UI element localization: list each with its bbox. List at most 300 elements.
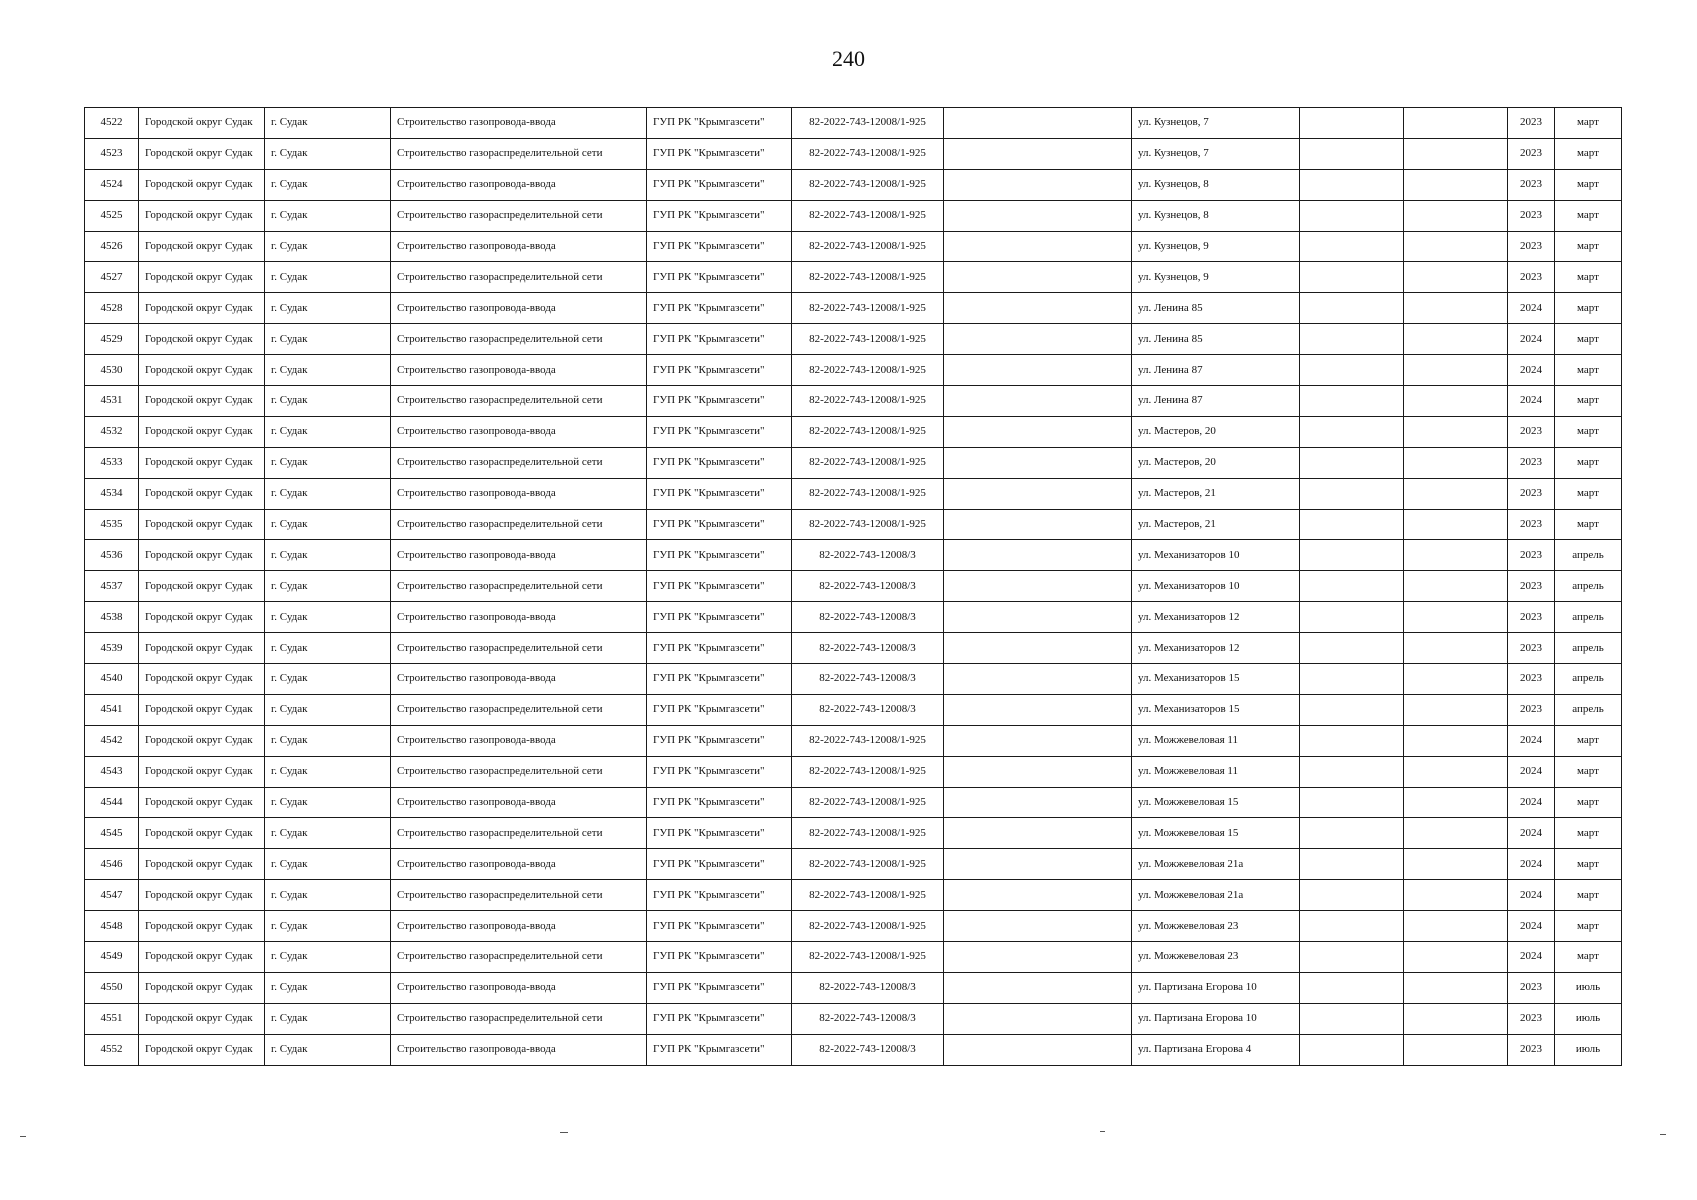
program-code-cell: 82-2022-743-12008/1-925 [792,324,944,355]
year-cell: 2023 [1508,169,1555,200]
empty-cell [944,756,1132,787]
table-row [85,756,1622,787]
empty-cell [1404,293,1508,324]
month-cell: июль [1555,972,1622,1003]
program-code-cell: 82-2022-743-12008/1-925 [792,231,944,262]
empty-cell [944,231,1132,262]
empty-cell [1300,324,1404,355]
scan-artifact [1660,1134,1666,1135]
row-number-cell: 4535 [85,509,139,540]
city-cell: г. Судак [265,911,391,942]
empty-cell [1300,756,1404,787]
empty-cell [944,1034,1132,1065]
table-row [85,571,1622,602]
table-row [85,169,1622,200]
district-cell: Городской округ Судак [139,664,265,695]
year-cell: 2023 [1508,416,1555,447]
year-cell: 2023 [1508,633,1555,664]
empty-cell [944,324,1132,355]
month-cell: апрель [1555,602,1622,633]
empty-cell [944,416,1132,447]
work-type-cell: Строительство газопровода-ввода [391,478,647,509]
district-cell: Городской округ Судак [139,231,265,262]
organization-cell: ГУП РК "Крымгазсети" [647,725,792,756]
table-row [85,416,1622,447]
city-cell: г. Судак [265,355,391,386]
work-type-cell: Строительство газораспределительной сети [391,756,647,787]
city-cell: г. Судак [265,447,391,478]
city-cell: г. Судак [265,972,391,1003]
work-type-cell: Строительство газораспределительной сети [391,324,647,355]
empty-cell [1300,664,1404,695]
table-row [85,540,1622,571]
city-cell: г. Судак [265,756,391,787]
empty-cell [1404,849,1508,880]
city-cell: г. Судак [265,231,391,262]
address-cell: ул. Кузнецов, 9 [1132,231,1300,262]
program-code-cell: 82-2022-743-12008/1-925 [792,509,944,540]
table-row [85,138,1622,169]
empty-cell [1404,1034,1508,1065]
row-number-cell: 4540 [85,664,139,695]
empty-cell [1300,694,1404,725]
program-code-cell: 82-2022-743-12008/1-925 [792,756,944,787]
table-row [85,200,1622,231]
work-type-cell: Строительство газораспределительной сети [391,818,647,849]
empty-cell [1300,169,1404,200]
address-cell: ул. Кузнецов, 7 [1132,108,1300,139]
district-cell: Городской округ Судак [139,602,265,633]
address-cell: ул. Мастеров, 21 [1132,509,1300,540]
table-row [85,818,1622,849]
address-cell: ул. Механизаторов 15 [1132,694,1300,725]
district-cell: Городской округ Судак [139,416,265,447]
scan-artifact [1100,1131,1105,1132]
organization-cell: ГУП РК "Крымгазсети" [647,386,792,417]
year-cell: 2024 [1508,756,1555,787]
year-cell: 2023 [1508,262,1555,293]
empty-cell [1300,911,1404,942]
program-code-cell: 82-2022-743-12008/3 [792,694,944,725]
program-code-cell: 82-2022-743-12008/3 [792,571,944,602]
row-number-cell: 4546 [85,849,139,880]
year-cell: 2023 [1508,138,1555,169]
district-cell: Городской округ Судак [139,324,265,355]
city-cell: г. Судак [265,540,391,571]
month-cell: март [1555,169,1622,200]
program-code-cell: 82-2022-743-12008/3 [792,540,944,571]
address-cell: ул. Можжевеловая 11 [1132,756,1300,787]
table-row [85,447,1622,478]
empty-cell [944,972,1132,1003]
year-cell: 2024 [1508,324,1555,355]
district-cell: Городской округ Судак [139,262,265,293]
empty-cell [1404,509,1508,540]
city-cell: г. Судак [265,725,391,756]
program-code-cell: 82-2022-743-12008/3 [792,972,944,1003]
table-row [85,262,1622,293]
address-cell: ул. Можжевеловая 23 [1132,911,1300,942]
year-cell: 2023 [1508,231,1555,262]
empty-cell [1404,447,1508,478]
month-cell: март [1555,324,1622,355]
organization-cell: ГУП РК "Крымгазсети" [647,169,792,200]
row-number-cell: 4525 [85,200,139,231]
month-cell: март [1555,355,1622,386]
empty-cell [1404,200,1508,231]
row-number-cell: 4542 [85,725,139,756]
empty-cell [1404,602,1508,633]
month-cell: март [1555,231,1622,262]
empty-cell [944,138,1132,169]
program-code-cell: 82-2022-743-12008/1-925 [792,478,944,509]
empty-cell [1300,942,1404,973]
empty-cell [1404,138,1508,169]
work-type-cell: Строительство газораспределительной сети [391,942,647,973]
address-cell: ул. Механизаторов 10 [1132,571,1300,602]
program-code-cell: 82-2022-743-12008/1-925 [792,849,944,880]
empty-cell [1300,386,1404,417]
work-type-cell: Строительство газопровода-ввода [391,540,647,571]
empty-cell [1300,571,1404,602]
table-row [85,108,1622,139]
table-row [85,849,1622,880]
table-row [85,1034,1622,1065]
work-type-cell: Строительство газораспределительной сети [391,1003,647,1034]
organization-cell: ГУП РК "Крымгазсети" [647,509,792,540]
empty-cell [1404,725,1508,756]
row-number-cell: 4524 [85,169,139,200]
month-cell: апрель [1555,571,1622,602]
year-cell: 2024 [1508,787,1555,818]
empty-cell [1404,169,1508,200]
organization-cell: ГУП РК "Крымгазсети" [647,880,792,911]
row-number-cell: 4541 [85,694,139,725]
empty-cell [944,880,1132,911]
organization-cell: ГУП РК "Крымгазсети" [647,324,792,355]
address-cell: ул. Кузнецов, 8 [1132,169,1300,200]
organization-cell: ГУП РК "Крымгазсети" [647,540,792,571]
address-cell: ул. Можжевеловая 23 [1132,942,1300,973]
program-code-cell: 82-2022-743-12008/1-925 [792,262,944,293]
district-cell: Городской округ Судак [139,725,265,756]
year-cell: 2023 [1508,602,1555,633]
table-row [85,386,1622,417]
program-code-cell: 82-2022-743-12008/1-925 [792,880,944,911]
table-row [85,664,1622,695]
year-cell: 2023 [1508,571,1555,602]
organization-cell: ГУП РК "Крымгазсети" [647,231,792,262]
empty-cell [944,694,1132,725]
month-cell: март [1555,942,1622,973]
city-cell: г. Судак [265,818,391,849]
organization-cell: ГУП РК "Крымгазсети" [647,571,792,602]
district-cell: Городской округ Судак [139,633,265,664]
year-cell: 2023 [1508,200,1555,231]
empty-cell [1404,355,1508,386]
district-cell: Городской округ Судак [139,447,265,478]
empty-cell [1300,818,1404,849]
empty-cell [1300,633,1404,664]
year-cell: 2023 [1508,1003,1555,1034]
program-code-cell: 82-2022-743-12008/1-925 [792,818,944,849]
row-number-cell: 4530 [85,355,139,386]
city-cell: г. Судак [265,602,391,633]
month-cell: март [1555,138,1622,169]
empty-cell [944,478,1132,509]
empty-cell [1404,911,1508,942]
work-type-cell: Строительство газопровода-ввода [391,1034,647,1065]
empty-cell [1404,818,1508,849]
month-cell: апрель [1555,694,1622,725]
empty-cell [944,664,1132,695]
city-cell: г. Судак [265,1003,391,1034]
city-cell: г. Судак [265,200,391,231]
district-cell: Городской округ Судак [139,849,265,880]
city-cell: г. Судак [265,787,391,818]
row-number-cell: 4528 [85,293,139,324]
empty-cell [944,509,1132,540]
row-number-cell: 4547 [85,880,139,911]
work-type-cell: Строительство газораспределительной сети [391,447,647,478]
row-number-cell: 4545 [85,818,139,849]
empty-cell [944,725,1132,756]
city-cell: г. Судак [265,108,391,139]
organization-cell: ГУП РК "Крымгазсети" [647,447,792,478]
organization-cell: ГУП РК "Крымгазсети" [647,1034,792,1065]
row-number-cell: 4534 [85,478,139,509]
city-cell: г. Судак [265,942,391,973]
empty-cell [944,787,1132,818]
program-code-cell: 82-2022-743-12008/3 [792,1003,944,1034]
empty-cell [1300,725,1404,756]
year-cell: 2023 [1508,1034,1555,1065]
work-type-cell: Строительство газораспределительной сети [391,694,647,725]
month-cell: июль [1555,1034,1622,1065]
row-number-cell: 4551 [85,1003,139,1034]
row-number-cell: 4538 [85,602,139,633]
organization-cell: ГУП РК "Крымгазсети" [647,942,792,973]
empty-cell [944,169,1132,200]
city-cell: г. Судак [265,633,391,664]
empty-cell [1300,1003,1404,1034]
empty-cell [1300,880,1404,911]
district-cell: Городской округ Судак [139,108,265,139]
work-type-cell: Строительство газораспределительной сети [391,386,647,417]
empty-cell [1404,324,1508,355]
work-type-cell: Строительство газопровода-ввода [391,972,647,1003]
month-cell: апрель [1555,540,1622,571]
empty-cell [1404,416,1508,447]
address-cell: ул. Можжевеловая 21а [1132,880,1300,911]
month-cell: март [1555,293,1622,324]
program-code-cell: 82-2022-743-12008/3 [792,602,944,633]
year-cell: 2023 [1508,694,1555,725]
month-cell: март [1555,818,1622,849]
address-cell: ул. Можжевеловая 15 [1132,787,1300,818]
empty-cell [944,200,1132,231]
month-cell: апрель [1555,664,1622,695]
scan-artifact [20,1136,26,1137]
year-cell: 2023 [1508,540,1555,571]
address-cell: ул. Мастеров, 20 [1132,447,1300,478]
city-cell: г. Судак [265,509,391,540]
registry-table [84,107,1622,1066]
city-cell: г. Судак [265,169,391,200]
work-type-cell: Строительство газораспределительной сети [391,138,647,169]
organization-cell: ГУП РК "Крымгазсети" [647,849,792,880]
empty-cell [1300,1034,1404,1065]
organization-cell: ГУП РК "Крымгазсети" [647,633,792,664]
table-row [85,911,1622,942]
district-cell: Городской округ Судак [139,293,265,324]
empty-cell [1404,478,1508,509]
organization-cell: ГУП РК "Крымгазсети" [647,602,792,633]
organization-cell: ГУП РК "Крымгазсети" [647,262,792,293]
city-cell: г. Судак [265,386,391,417]
row-number-cell: 4529 [85,324,139,355]
table-row [85,355,1622,386]
district-cell: Городской округ Судак [139,880,265,911]
empty-cell [1300,138,1404,169]
organization-cell: ГУП РК "Крымгазсети" [647,664,792,695]
city-cell: г. Судак [265,694,391,725]
month-cell: март [1555,849,1622,880]
district-cell: Городской округ Судак [139,571,265,602]
address-cell: ул. Можжевеловая 11 [1132,725,1300,756]
program-code-cell: 82-2022-743-12008/3 [792,1034,944,1065]
district-cell: Городской округ Судак [139,972,265,1003]
empty-cell [944,262,1132,293]
scan-artifact [560,1132,568,1133]
work-type-cell: Строительство газопровода-ввода [391,231,647,262]
year-cell: 2023 [1508,108,1555,139]
city-cell: г. Судак [265,138,391,169]
program-code-cell: 82-2022-743-12008/1-925 [792,200,944,231]
empty-cell [944,293,1132,324]
table-row [85,509,1622,540]
program-code-cell: 82-2022-743-12008/1-925 [792,293,944,324]
empty-cell [944,602,1132,633]
organization-cell: ГУП РК "Крымгазсети" [647,478,792,509]
city-cell: г. Судак [265,324,391,355]
city-cell: г. Судак [265,478,391,509]
organization-cell: ГУП РК "Крымгазсети" [647,293,792,324]
empty-cell [1300,972,1404,1003]
city-cell: г. Судак [265,262,391,293]
month-cell: март [1555,200,1622,231]
month-cell: март [1555,787,1622,818]
table-row [85,942,1622,973]
organization-cell: ГУП РК "Крымгазсети" [647,818,792,849]
table-row [85,694,1622,725]
program-code-cell: 82-2022-743-12008/1-925 [792,942,944,973]
address-cell: ул. Механизаторов 12 [1132,633,1300,664]
month-cell: март [1555,478,1622,509]
program-code-cell: 82-2022-743-12008/1-925 [792,447,944,478]
month-cell: март [1555,386,1622,417]
row-number-cell: 4548 [85,911,139,942]
empty-cell [944,386,1132,417]
table-body [85,108,1622,1066]
district-cell: Городской округ Судак [139,478,265,509]
empty-cell [1300,108,1404,139]
empty-cell [944,942,1132,973]
work-type-cell: Строительство газораспределительной сети [391,200,647,231]
empty-cell [1300,355,1404,386]
work-type-cell: Строительство газораспределительной сети [391,571,647,602]
district-cell: Городской округ Судак [139,1003,265,1034]
program-code-cell: 82-2022-743-12008/1-925 [792,355,944,386]
organization-cell: ГУП РК "Крымгазсети" [647,108,792,139]
city-cell: г. Судак [265,293,391,324]
city-cell: г. Судак [265,880,391,911]
year-cell: 2024 [1508,725,1555,756]
year-cell: 2024 [1508,386,1555,417]
address-cell: ул. Механизаторов 12 [1132,602,1300,633]
empty-cell [1300,200,1404,231]
empty-cell [944,1003,1132,1034]
address-cell: ул. Партизана Егорова 10 [1132,1003,1300,1034]
address-cell: ул. Кузнецов, 8 [1132,200,1300,231]
month-cell: март [1555,108,1622,139]
year-cell: 2024 [1508,293,1555,324]
work-type-cell: Строительство газопровода-ввода [391,725,647,756]
empty-cell [1404,633,1508,664]
empty-cell [1300,509,1404,540]
organization-cell: ГУП РК "Крымгазсети" [647,355,792,386]
organization-cell: ГУП РК "Крымгазсети" [647,416,792,447]
month-cell: март [1555,416,1622,447]
city-cell: г. Судак [265,849,391,880]
work-type-cell: Строительство газораспределительной сети [391,262,647,293]
city-cell: г. Судак [265,1034,391,1065]
month-cell: март [1555,880,1622,911]
empty-cell [1404,942,1508,973]
address-cell: ул. Мастеров, 21 [1132,478,1300,509]
address-cell: ул. Ленина 87 [1132,386,1300,417]
table-row [85,602,1622,633]
address-cell: ул. Можжевеловая 21а [1132,849,1300,880]
work-type-cell: Строительство газораспределительной сети [391,633,647,664]
address-cell: ул. Ленина 85 [1132,293,1300,324]
district-cell: Городской округ Судак [139,509,265,540]
district-cell: Городской округ Судак [139,911,265,942]
empty-cell [1300,262,1404,293]
row-number-cell: 4526 [85,231,139,262]
organization-cell: ГУП РК "Крымгазсети" [647,911,792,942]
month-cell: март [1555,756,1622,787]
empty-cell [944,540,1132,571]
row-number-cell: 4527 [85,262,139,293]
organization-cell: ГУП РК "Крымгазсети" [647,200,792,231]
row-number-cell: 4549 [85,942,139,973]
address-cell: ул. Мастеров, 20 [1132,416,1300,447]
organization-cell: ГУП РК "Крымгазсети" [647,787,792,818]
empty-cell [1300,540,1404,571]
address-cell: ул. Ленина 85 [1132,324,1300,355]
address-cell: ул. Партизана Егорова 10 [1132,972,1300,1003]
year-cell: 2023 [1508,478,1555,509]
program-code-cell: 82-2022-743-12008/1-925 [792,416,944,447]
empty-cell [944,849,1132,880]
district-cell: Городской округ Судак [139,818,265,849]
program-code-cell: 82-2022-743-12008/3 [792,633,944,664]
district-cell: Городской округ Судак [139,540,265,571]
address-cell: ул. Можжевеловая 15 [1132,818,1300,849]
program-code-cell: 82-2022-743-12008/3 [792,664,944,695]
district-cell: Городской округ Судак [139,694,265,725]
